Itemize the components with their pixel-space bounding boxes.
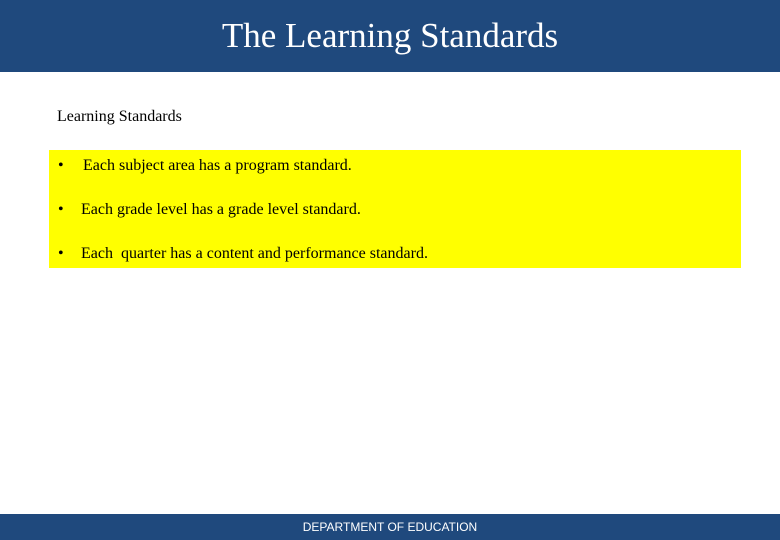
bullet-icon: • <box>58 245 64 262</box>
bullet-icon: • <box>58 201 64 218</box>
footer-label: DEPARTMENT OF EDUCATION <box>302 520 478 534</box>
list-item <box>49 200 741 220</box>
list-item <box>49 244 741 264</box>
section-heading: Learning Standards <box>57 108 182 125</box>
page-title: The Learning Standards <box>221 16 559 55</box>
bullet-text: Each quarter has a content and performance standard. <box>81 245 428 262</box>
list-item <box>49 156 741 176</box>
bullet-icon: • <box>58 157 64 174</box>
bullet-text: Each grade level has a grade level standard. <box>81 201 361 218</box>
bullet-text: Each subject area has a program standard. <box>83 157 352 174</box>
highlighted-bullet-list <box>49 150 741 268</box>
